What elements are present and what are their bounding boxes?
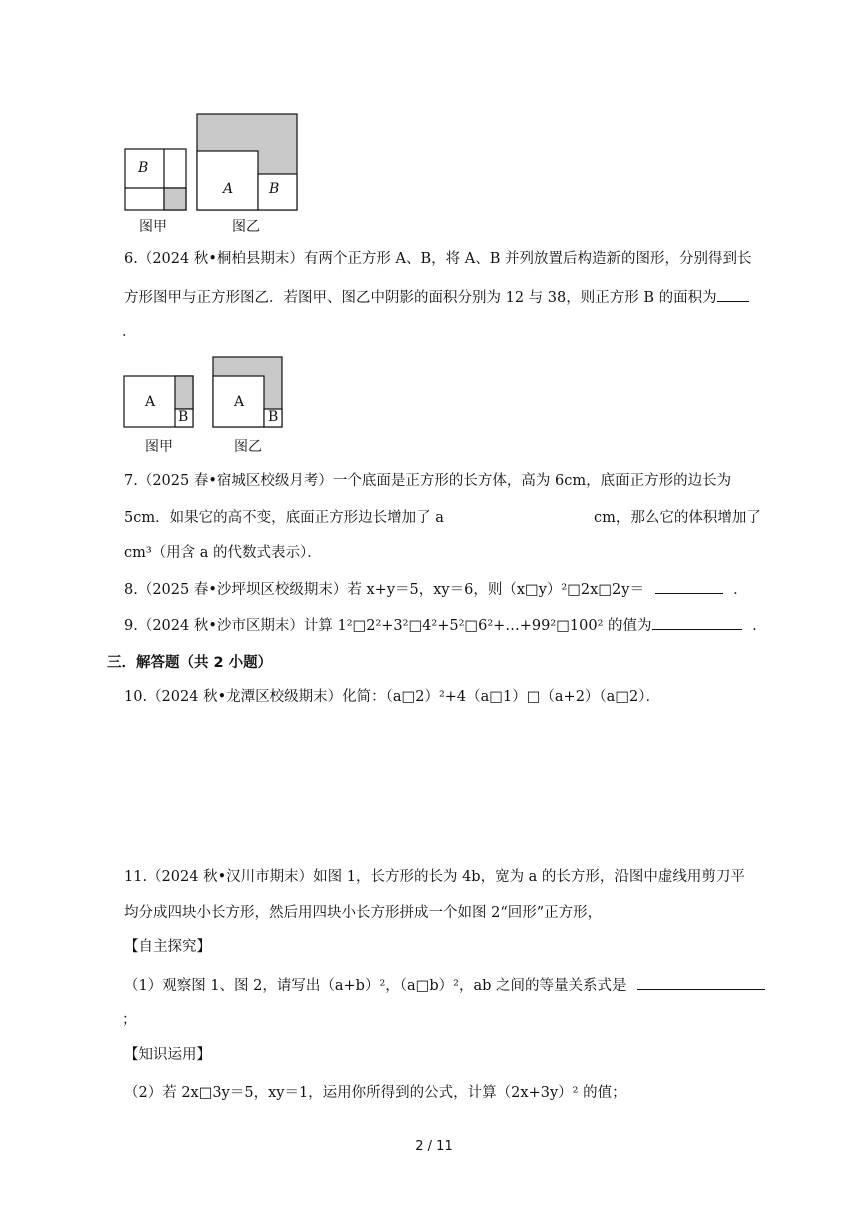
q6-yi-label-a: A <box>234 394 245 410</box>
q7-line2a: 5cm．如果它的高不变，底面正方形边长增加了 a <box>124 510 444 526</box>
q11-heading2: 【知识运用】 <box>124 1047 211 1063</box>
q6-line2: 方形图甲与正方形图乙．若图甲、图乙中阴影的面积分别为 12 与 38，则正方形 B 的面积为 <box>124 290 717 306</box>
q9-answer-blank[interactable] <box>652 614 742 630</box>
q7-line1: 7.（2025 春•宿城区校级月考）一个底面是正方形的长方体，高为 6cm，底面正方形的边长为 <box>124 473 732 489</box>
q7-line2b: cm，那么它的体积增加了 <box>594 510 761 526</box>
q6-jia-label-b: B <box>178 409 189 425</box>
q9-line <box>124 614 767 636</box>
q11-line2: 均分成四块小长方形，然后用四块小长方形拼成一个如图 2“回形”正方形， <box>124 905 603 921</box>
page-number: 2 / 11 <box>415 1139 453 1154</box>
q6-figure <box>122 354 287 428</box>
top-figure <box>120 108 310 213</box>
q7-line3: cm³（用含 a 的代数式表示）． <box>124 545 322 561</box>
q11-part1-answer-blank[interactable] <box>637 974 765 990</box>
q6-yi-caption: 图乙 <box>234 439 262 455</box>
q11-part1-end: ； <box>122 1012 137 1028</box>
q8-answer-blank[interactable] <box>655 578 723 594</box>
q6-jia-label-a: A <box>145 394 156 410</box>
q6-line2-wrap <box>124 286 749 308</box>
q10-line: 10.（2024 秋•龙潭区校级期末）化简：（a□2）²+4（a□1）□（a+2）（a□2）． <box>124 689 660 705</box>
q6-line3: ． <box>122 324 137 340</box>
q9-end: ． <box>752 618 767 634</box>
top-jia-label-b: B <box>138 160 149 176</box>
top-jia-caption: 图甲 <box>139 219 167 235</box>
q6-line1: 6.（2024 秋•桐柏县期末）有两个正方形 A、B，将 A、B 并列放置后构造新的图形，分别得到长 <box>124 251 752 267</box>
q11-part2: （2）若 2x□3y＝5，xy＝1，运用你所得到的公式，计算（2x+3y）² 的值； <box>124 1085 627 1101</box>
q11-part1-line <box>124 974 765 996</box>
q11-heading1: 【自主探究】 <box>124 939 211 955</box>
q6-jia-caption: 图甲 <box>145 439 173 455</box>
top-yi-caption: 图乙 <box>232 219 260 235</box>
q11-line1: 11.（2024 秋•汉川市期末）如图 1，长方形的长为 4b，宽为 a 的长方形，沿图中虚线用剪刀平 <box>124 869 745 885</box>
section-3-heading: 三．解答题（共 2 小题） <box>107 655 273 671</box>
q6-yi-label-b: B <box>268 409 279 425</box>
q8-line <box>124 578 748 600</box>
q8-end: ． <box>733 582 748 598</box>
q6-jia-shaded <box>175 376 193 409</box>
q8-text: 8.（2025 春•沙坪坝区校级期末）若 x+y＝5，xy＝6，则（x□y）²□2x□2y＝ <box>124 582 644 598</box>
q11-part1: （1）观察图 1、图 2，请写出（a+b）²，（a□b）²，ab 之间的等量关系式是 <box>124 978 627 994</box>
q9-text: 9.（2024 秋•沙市区期末）计算 1²□2²+3²□4²+5²□6²+…+99²□100² 的值为 <box>124 618 652 634</box>
q6-answer-blank[interactable] <box>717 286 749 302</box>
jia-shaded-square <box>164 188 186 210</box>
top-yi-label-a: A <box>223 181 234 197</box>
top-yi-label-b: B <box>269 181 280 197</box>
